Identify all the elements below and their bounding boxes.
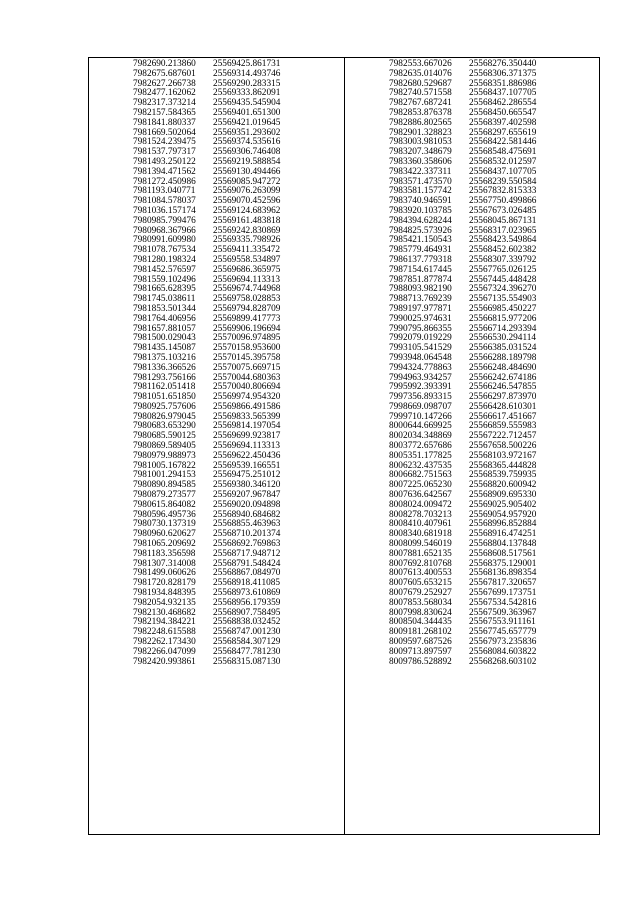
x-coordinate: 7980879.273577 xyxy=(133,490,196,501)
x-coordinate: 7980596.495736 xyxy=(133,509,196,520)
y-coordinate: 25567553.911161 xyxy=(469,617,536,628)
x-coordinate: 7980683.653290 xyxy=(133,421,196,432)
y-coordinate: 25569411.335472 xyxy=(213,245,281,256)
x-coordinate: 7980890.894585 xyxy=(133,480,196,491)
x-coordinate: 7982740.571558 xyxy=(389,88,452,99)
x-coordinate: 7984825.573926 xyxy=(389,225,452,236)
y-coordinate: 25568692.769863 xyxy=(213,539,281,550)
x-coordinate: 7992079.019229 xyxy=(389,333,452,344)
x-coordinate: 7981051.651850 xyxy=(133,392,196,403)
y-coordinate: 25569070.452596 xyxy=(213,196,281,207)
y-coordinate: 25570145.395758 xyxy=(213,352,281,363)
x-coordinate: 8006682.751563 xyxy=(389,470,452,481)
left-column xyxy=(133,60,280,667)
x-coordinate: 7980991.609980 xyxy=(133,235,196,246)
y-coordinate: 25569425.861731 xyxy=(213,59,281,69)
x-coordinate: 7999710.147266 xyxy=(389,411,452,422)
y-coordinate: 25569421.019645 xyxy=(213,117,281,128)
x-coordinate: 7982680.529687 xyxy=(389,78,452,89)
y-coordinate: 25568710.201374 xyxy=(213,529,281,540)
y-coordinate: 25568532.012597 xyxy=(469,156,537,167)
x-coordinate: 7981559.102496 xyxy=(133,274,196,285)
x-coordinate: 7982266.047099 xyxy=(133,646,196,657)
y-coordinate: 25569694.113313 xyxy=(213,441,281,452)
x-coordinate: 7981934.848395 xyxy=(133,588,196,599)
y-coordinate: 25568351.886986 xyxy=(469,78,537,89)
y-coordinate: 25569814.197054 xyxy=(213,421,281,432)
y-coordinate: 25567135.554903 xyxy=(469,294,537,305)
x-coordinate: 7981665.628395 xyxy=(133,284,196,295)
right-column xyxy=(389,60,536,667)
y-coordinate: 25569054.957920 xyxy=(469,509,537,520)
x-coordinate: 7980968.367966 xyxy=(133,225,196,236)
y-coordinate: 25568916.474251 xyxy=(469,529,537,540)
y-coordinate: 25568306.371375 xyxy=(469,68,537,79)
x-coordinate: 7981537.797317 xyxy=(133,147,196,158)
y-coordinate: 25566385.031524 xyxy=(469,343,537,354)
x-coordinate: 8007881.652135 xyxy=(389,548,452,559)
y-coordinate: 25568855.463963 xyxy=(213,519,281,530)
x-coordinate: 7981065.209692 xyxy=(133,539,196,550)
y-coordinate: 25566815.977206 xyxy=(469,313,537,324)
x-coordinate: 7980685.590125 xyxy=(133,431,196,442)
y-coordinate: 25568423.549864 xyxy=(469,235,537,246)
y-coordinate: 25569374.535616 xyxy=(213,137,281,148)
y-coordinate: 25569333.862091 xyxy=(213,88,281,99)
table-row xyxy=(133,658,280,668)
y-coordinate: 25566297.873970 xyxy=(469,392,537,403)
y-coordinate: 25567832.815333 xyxy=(469,186,537,197)
x-coordinate: 7985421.150543 xyxy=(389,235,452,246)
y-coordinate: 25566428.610301 xyxy=(469,401,537,412)
x-coordinate: 7981036.157174 xyxy=(133,205,196,216)
x-coordinate: 8008099.546019 xyxy=(389,539,452,550)
x-coordinate: 8005351.177825 xyxy=(389,450,452,461)
y-coordinate: 25567973.235836 xyxy=(469,637,537,648)
x-coordinate: 7981841.880337 xyxy=(133,117,196,128)
x-coordinate: 7981001.294153 xyxy=(133,470,196,481)
x-coordinate: 7981293.756166 xyxy=(133,372,196,383)
x-coordinate: 7982635.014076 xyxy=(389,68,452,79)
y-coordinate: 25567534.542816 xyxy=(469,597,537,608)
y-coordinate: 25569699.923817 xyxy=(213,431,281,442)
x-coordinate: 7981272.450986 xyxy=(133,176,196,187)
x-coordinate: 7981493.250122 xyxy=(133,156,196,167)
x-coordinate: 8007679.252927 xyxy=(389,588,452,599)
x-coordinate: 8008278.703213 xyxy=(389,509,452,520)
y-coordinate: 25568996.852884 xyxy=(469,519,537,530)
x-coordinate: 7982627.266738 xyxy=(133,78,196,89)
y-coordinate: 25568548.475691 xyxy=(469,147,537,158)
x-coordinate: 7980985.799476 xyxy=(133,215,196,226)
x-coordinate: 7980615.864082 xyxy=(133,499,196,510)
y-coordinate: 25569380.346120 xyxy=(213,480,281,491)
y-coordinate: 25566859.555983 xyxy=(469,421,537,432)
y-coordinate: 25568477.781230 xyxy=(213,646,281,657)
x-coordinate: 7980979.988973 xyxy=(133,450,196,461)
x-coordinate: 7982553.667026 xyxy=(389,59,452,69)
y-coordinate: 25568422.581446 xyxy=(469,137,537,148)
y-coordinate: 25569130.494466 xyxy=(213,166,281,177)
x-coordinate: 7981307.314008 xyxy=(133,558,196,569)
y-coordinate: 25569833.565399 xyxy=(213,411,281,422)
x-coordinate: 8007636.642567 xyxy=(389,490,452,501)
y-coordinate: 25567745.657779 xyxy=(469,627,537,638)
y-coordinate: 25568375.129001 xyxy=(469,558,537,569)
y-coordinate: 25568365.444828 xyxy=(469,460,537,471)
y-coordinate: 25569475.251012 xyxy=(213,470,281,481)
y-coordinate: 25566248.484690 xyxy=(469,362,537,373)
y-coordinate: 25567445.448428 xyxy=(469,274,537,285)
y-coordinate: 25567509.363967 xyxy=(469,607,537,618)
y-coordinate: 25568084.603822 xyxy=(469,646,537,657)
y-coordinate: 25568437.107705 xyxy=(469,166,537,177)
x-coordinate: 7985779.464931 xyxy=(389,245,452,256)
y-coordinate: 25568804.137848 xyxy=(469,539,537,550)
x-coordinate: 7983740.946591 xyxy=(389,196,452,207)
y-coordinate: 25567222.712457 xyxy=(469,431,537,442)
y-coordinate: 25569539.166551 xyxy=(213,460,281,471)
y-coordinate: 25568452.602382 xyxy=(469,245,537,256)
y-coordinate: 25569207.967847 xyxy=(213,490,281,501)
y-coordinate: 25568838.032452 xyxy=(213,617,281,628)
x-coordinate: 7982194.384221 xyxy=(133,617,196,628)
x-coordinate: 8007613.400553 xyxy=(389,568,452,579)
x-coordinate: 7981669.502064 xyxy=(133,127,196,138)
y-coordinate: 25569025.905402 xyxy=(469,499,537,510)
y-coordinate: 25569974.954320 xyxy=(213,392,281,403)
x-coordinate: 7981657.881057 xyxy=(133,323,196,334)
y-coordinate: 25567324.396270 xyxy=(469,284,537,295)
x-coordinate: 7983920.103785 xyxy=(389,205,452,216)
x-coordinate: 8007853.568034 xyxy=(389,597,452,608)
x-coordinate: 7982675.687601 xyxy=(133,68,196,79)
y-coordinate: 25567658.500226 xyxy=(469,441,537,452)
y-coordinate: 25568045.867131 xyxy=(469,215,537,226)
x-coordinate: 7980960.620627 xyxy=(133,529,196,540)
y-coordinate: 25569401.651300 xyxy=(213,107,281,118)
y-coordinate: 25569906.196694 xyxy=(213,323,281,334)
x-coordinate: 8009181.268102 xyxy=(389,627,452,638)
column-divider xyxy=(344,58,345,834)
y-coordinate: 25569076.263099 xyxy=(213,186,281,197)
x-coordinate: 7982317.373214 xyxy=(133,98,196,109)
x-coordinate: 8009713.897597 xyxy=(389,646,452,657)
x-coordinate: 7983360.358606 xyxy=(389,156,452,167)
y-coordinate: 25569435.545904 xyxy=(213,98,281,109)
y-coordinate: 25570040.806694 xyxy=(213,382,281,393)
x-coordinate: 7980869.589405 xyxy=(133,441,196,452)
y-coordinate: 25568820.600942 xyxy=(469,480,537,491)
y-coordinate: 25566985.450227 xyxy=(469,303,537,314)
x-coordinate: 7990025.974631 xyxy=(389,313,452,324)
x-coordinate: 7995992.393391 xyxy=(389,382,452,393)
x-coordinate: 7982477.162062 xyxy=(133,88,196,99)
y-coordinate: 25569694.113313 xyxy=(213,274,281,285)
x-coordinate: 7981183.356598 xyxy=(133,548,196,559)
y-coordinate: 25568136.898354 xyxy=(469,568,537,579)
x-coordinate: 7981375.103216 xyxy=(133,352,196,363)
y-coordinate: 25568907.758495 xyxy=(213,607,281,618)
y-coordinate: 25568539.759935 xyxy=(469,470,537,481)
x-coordinate: 7987851.877874 xyxy=(389,274,452,285)
x-coordinate: 7988093.982190 xyxy=(389,284,452,295)
x-coordinate: 7983207.348679 xyxy=(389,147,452,158)
y-coordinate: 25568103.972167 xyxy=(469,450,537,461)
x-coordinate: 7986137.779318 xyxy=(389,254,452,265)
x-coordinate: 8003772.657686 xyxy=(389,441,452,452)
y-coordinate: 25567699.173751 xyxy=(469,588,537,599)
x-coordinate: 7980730.137319 xyxy=(133,519,196,530)
x-coordinate: 7981853.501344 xyxy=(133,303,196,314)
y-coordinate: 25568584.307129 xyxy=(213,637,281,648)
y-coordinate: 25569290.283315 xyxy=(213,78,281,89)
x-coordinate: 7982054.932135 xyxy=(133,597,196,608)
x-coordinate: 7994963.934257 xyxy=(389,372,452,383)
x-coordinate: 7982262.173430 xyxy=(133,637,196,648)
y-coordinate: 25568297.655619 xyxy=(469,127,537,138)
y-coordinate: 25568315.087130 xyxy=(213,656,281,667)
y-coordinate: 25569306.746408 xyxy=(213,147,281,158)
y-coordinate: 25570075.669715 xyxy=(213,362,281,373)
x-coordinate: 7982886.802565 xyxy=(389,117,452,128)
x-coordinate: 7997356.893315 xyxy=(389,392,452,403)
y-coordinate: 25566288.189798 xyxy=(469,352,537,363)
y-coordinate: 25569314.493746 xyxy=(213,68,281,79)
x-coordinate: 8007605.653215 xyxy=(389,578,452,589)
x-coordinate: 7993105.541529 xyxy=(389,343,452,354)
y-coordinate: 25569899.417773 xyxy=(213,313,281,324)
y-coordinate: 25568867.084970 xyxy=(213,568,281,579)
x-coordinate: 7998669.098707 xyxy=(389,401,452,412)
y-coordinate: 25569674.744968 xyxy=(213,284,281,295)
x-coordinate: 7981193.040771 xyxy=(133,186,196,197)
y-coordinate: 25568462.286554 xyxy=(469,98,537,109)
x-coordinate: 8007692.810768 xyxy=(389,558,452,569)
x-coordinate: 8009786.528892 xyxy=(389,656,452,667)
x-coordinate: 7981078.767534 xyxy=(133,245,196,256)
y-coordinate: 25567765.026125 xyxy=(469,264,537,275)
x-coordinate: 7981720.828179 xyxy=(133,578,196,589)
y-coordinate: 25566617.451667 xyxy=(469,411,537,422)
x-coordinate: 7993948.064548 xyxy=(389,352,452,363)
x-coordinate: 7987154.617445 xyxy=(389,264,452,275)
x-coordinate: 7982901.328823 xyxy=(389,127,452,138)
x-coordinate: 8000644.669925 xyxy=(389,421,452,432)
y-coordinate: 25569085.947272 xyxy=(213,176,281,187)
x-coordinate: 7981499.060626 xyxy=(133,568,196,579)
x-coordinate: 8008504.344435 xyxy=(389,617,452,628)
y-coordinate: 25570044.680363 xyxy=(213,372,281,383)
y-coordinate: 25569242.830869 xyxy=(213,225,281,236)
y-coordinate: 25568239.550584 xyxy=(469,176,537,187)
coordinate-table xyxy=(88,57,600,835)
table-row xyxy=(389,658,536,668)
y-coordinate: 25568437.107705 xyxy=(469,88,537,99)
y-coordinate: 25568909.695330 xyxy=(469,490,537,501)
x-coordinate: 7982853.876378 xyxy=(389,107,452,118)
x-coordinate: 7981500.029043 xyxy=(133,333,196,344)
y-coordinate: 25569622.450436 xyxy=(213,450,281,461)
y-coordinate: 25569351.293602 xyxy=(213,127,281,138)
x-coordinate: 7983003.981053 xyxy=(389,137,452,148)
x-coordinate: 7981005.167822 xyxy=(133,460,196,471)
x-coordinate: 7983581.157742 xyxy=(389,186,452,197)
y-coordinate: 25569161.483818 xyxy=(213,215,281,226)
x-coordinate: 7981524.239475 xyxy=(133,137,196,148)
y-coordinate: 25569124.683962 xyxy=(213,205,281,216)
y-coordinate: 25566530.294114 xyxy=(469,333,537,344)
x-coordinate: 7981452.576597 xyxy=(133,264,196,275)
y-coordinate: 25568973.610869 xyxy=(213,588,281,599)
y-coordinate: 25570096.974895 xyxy=(213,333,281,344)
x-coordinate: 8007998.830624 xyxy=(389,607,452,618)
x-coordinate: 7982420.993861 xyxy=(133,656,196,667)
x-coordinate: 8008340.681918 xyxy=(389,529,452,540)
x-coordinate: 7982130.468682 xyxy=(133,607,196,618)
y-coordinate: 25569219.588854 xyxy=(213,156,281,167)
y-coordinate: 25568307.339792 xyxy=(469,254,537,265)
x-coordinate: 7981745.038611 xyxy=(133,294,196,305)
y-coordinate: 25566242.674186 xyxy=(469,372,537,383)
x-coordinate: 7989197.977871 xyxy=(389,303,452,314)
x-coordinate: 7981394.471562 xyxy=(133,166,196,177)
y-coordinate: 25567750.499866 xyxy=(469,196,537,207)
y-coordinate: 25568450.665547 xyxy=(469,107,537,118)
y-coordinate: 25568956.179359 xyxy=(213,597,281,608)
y-coordinate: 25566246.547855 xyxy=(469,382,537,393)
y-coordinate: 25568397.402598 xyxy=(469,117,537,128)
y-coordinate: 25568268.603102 xyxy=(469,656,537,667)
y-coordinate: 25568747.001230 xyxy=(213,627,281,638)
x-coordinate: 8002034.348869 xyxy=(389,431,452,442)
y-coordinate: 25569758.028853 xyxy=(213,294,281,305)
x-coordinate: 8008024.009472 xyxy=(389,499,452,510)
x-coordinate: 7982690.213860 xyxy=(133,59,196,69)
x-coordinate: 7981084.578037 xyxy=(133,196,196,207)
x-coordinate: 7980925.757606 xyxy=(133,401,196,412)
x-coordinate: 7982248.615588 xyxy=(133,627,196,638)
x-coordinate: 7980826.979045 xyxy=(133,411,196,422)
x-coordinate: 8008410.407961 xyxy=(389,519,452,530)
y-coordinate: 25568608.517561 xyxy=(469,548,537,559)
y-coordinate: 25569794.828709 xyxy=(213,303,281,314)
x-coordinate: 7982157.584365 xyxy=(133,107,196,118)
x-coordinate: 7982767.687241 xyxy=(389,98,452,109)
x-coordinate: 8009597.687526 xyxy=(389,637,452,648)
y-coordinate: 25569866.491586 xyxy=(213,401,281,412)
x-coordinate: 7981336.366526 xyxy=(133,362,196,373)
x-coordinate: 7994324.778863 xyxy=(389,362,452,373)
y-coordinate: 25566714.293394 xyxy=(469,323,537,334)
x-coordinate: 7988713.769239 xyxy=(389,294,452,305)
y-coordinate: 25567817.320657 xyxy=(469,578,537,589)
x-coordinate: 7981162.051418 xyxy=(133,382,196,393)
x-coordinate: 7983571.473570 xyxy=(389,176,452,187)
x-coordinate: 7984394.628244 xyxy=(389,215,452,226)
x-coordinate: 8006232.437535 xyxy=(389,460,452,471)
y-coordinate: 25569686.365975 xyxy=(213,264,281,275)
y-coordinate: 25568717.948712 xyxy=(213,548,281,559)
y-coordinate: 25568317.023965 xyxy=(469,225,537,236)
y-coordinate: 25568940.684682 xyxy=(213,509,281,520)
y-coordinate: 25569020.094898 xyxy=(213,499,281,510)
x-coordinate: 7981764.406956 xyxy=(133,313,196,324)
y-coordinate: 25569558.534897 xyxy=(213,254,281,265)
y-coordinate: 25569335.798926 xyxy=(213,235,281,246)
x-coordinate: 8007225.065230 xyxy=(389,480,452,491)
y-coordinate: 25568791.548424 xyxy=(213,558,281,569)
y-coordinate: 25567673.026485 xyxy=(469,205,537,216)
x-coordinate: 7981435.145087 xyxy=(133,343,196,354)
x-coordinate: 7981280.198324 xyxy=(133,254,196,265)
y-coordinate: 25568918.411085 xyxy=(213,578,281,589)
x-coordinate: 7983422.337311 xyxy=(389,166,452,177)
x-coordinate: 7990795.866355 xyxy=(389,323,452,334)
y-coordinate: 25570158.953600 xyxy=(213,343,281,354)
y-coordinate: 25568276.350440 xyxy=(469,59,537,69)
